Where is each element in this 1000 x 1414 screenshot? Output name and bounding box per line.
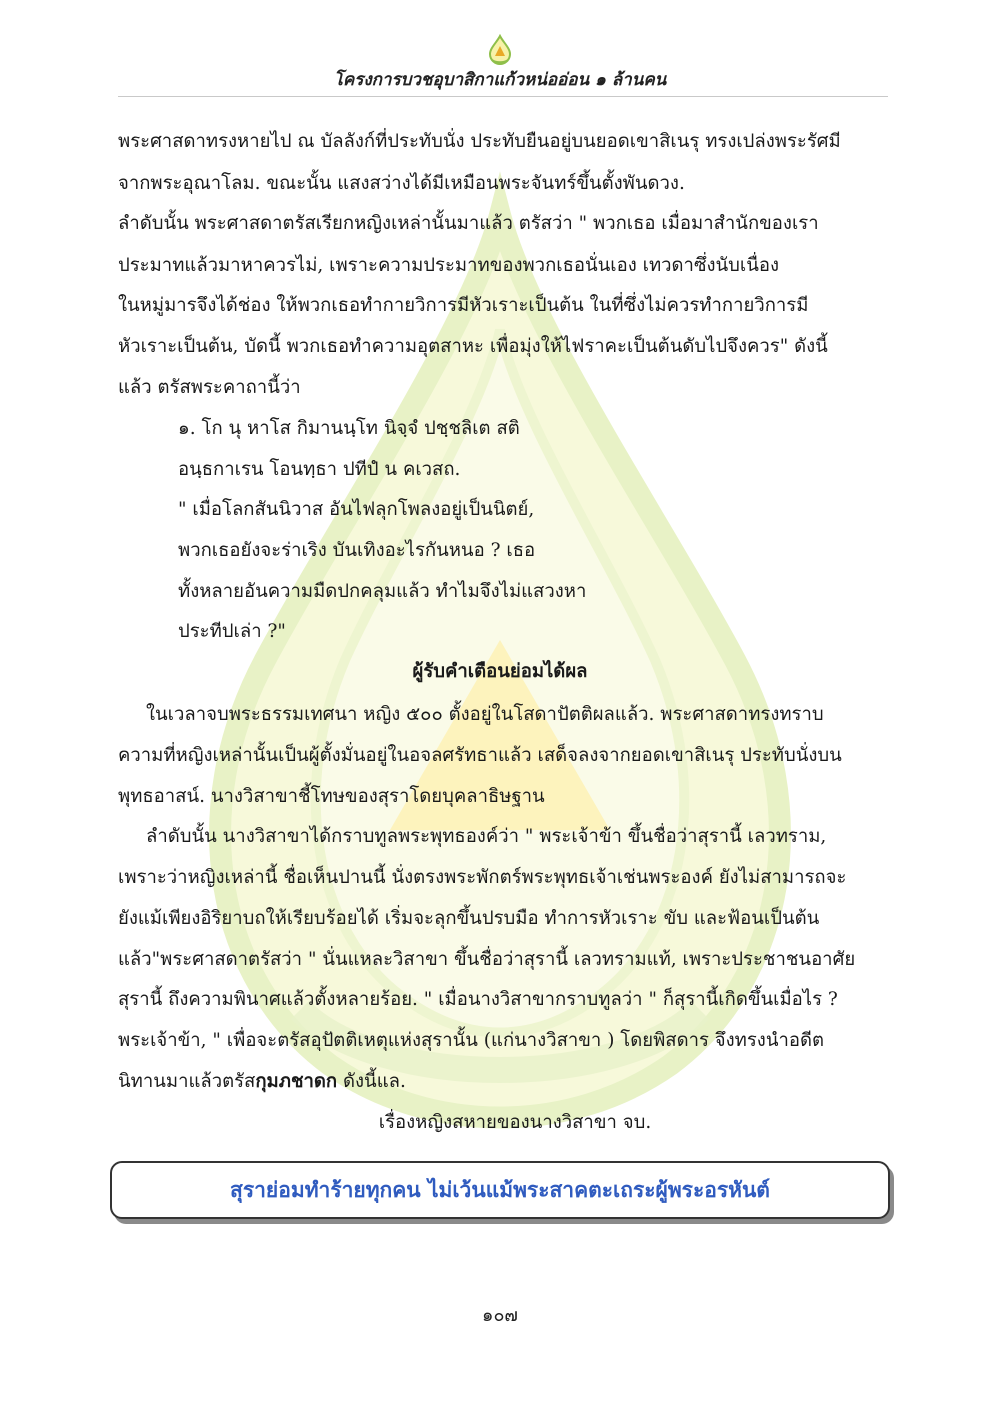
header-title: โครงการบวชอุบาสิกาแก้วหน่ออ่อน ๑ ล้านคน: [333, 70, 667, 90]
text-line-jataka: [118, 1070, 406, 1094]
banner-title: สุราย่อมทำร้ายทุกคน ไม่เว้นแม้พระสาคตะเถระผู้พระอรหันต์: [230, 1177, 770, 1202]
text-line: ในเวลาจบพระธรรมเทศนา หญิง ๕๐๐ ตั้งอยู่ในโสดาปัตติผลแล้ว. พระศาสดาทรงทราบ: [146, 704, 824, 725]
text-line: สุรานี้ ถึงความพินาศแล้วตั้งหลายร้อย. " เมื่อนางวิสาขากราบทูลว่า " ก็สุรานี้เกิดขึ้นเมื่อไร ?: [118, 989, 838, 1010]
verse-line: " เมื่อโลกสันนิวาส อันไฟลุกโพลงอยู่เป็นนิตย์,: [178, 499, 535, 520]
text-line: จากพระอุณาโลม. ขณะนั้น แสงสว่างได้มีเหมือนพระจันทร์ขึ้นตั้งพันดวง.: [118, 173, 685, 194]
verse-line: ประทีปเล่า ?": [178, 621, 286, 642]
jataka-name: กุมภชาดก: [255, 1071, 338, 1092]
story-ending: เรื่องหญิงสหายของนางวิสาขา จบ.: [378, 1112, 652, 1133]
text-line: พระเจ้าข้า, " เพื่อจะตรัสอุปัตติเหตุแห่งสุรานั้น (แก่นางวิสาขา ) โดยพิสดาร จึงทรงนำอดีต: [118, 1030, 825, 1051]
text-line: ยังแม้เพียงอิริยาบถให้เรียบร้อยได้ เริ่มจะลุกขึ้นปรบมือ ทำการหัวเราะ ขับ และฟ้อนเป็นต้น: [118, 908, 820, 929]
text-line: พุทธอาสน์. นางวิสาขาชี้โทษของสุราโดยบุคลาธิษฐาน: [118, 786, 545, 807]
title-banner: [110, 1161, 890, 1219]
verse-line: พวกเธอยังจะร่าเริง บันเทิงอะไรกันหนอ ? เธอ: [178, 540, 536, 561]
text-line: ในหมู่มารจึงได้ช่อง ให้พวกเธอทำกายวิการมีหัวเราะเป็นต้น ในที่ซึ่งไม่ควรทำกายวิการมี: [118, 295, 809, 316]
text-line: พระศาสดาทรงหายไป ณ บัลลังก์ที่ประทับนั่ง ประทับยืนอยู่บนยอดเขาสิเนรุ ทรงเปล่งพระรัศมี: [118, 131, 841, 152]
jataka-suffix: ดังนี้แล.: [337, 1071, 406, 1092]
text-line: ลำดับนั้น นางวิสาขาได้กราบทูลพระพุทธองค์ว่า " พระเจ้าข้า ขึ้นชื่อว่าสุรานี้ เลวทราม,: [146, 826, 827, 847]
text-line: ประมาทแล้วมาหาควรไม่, เพราะความประมาทของพวกเธอนั่นเอง เทวดาซึ่งนับเนื่อง: [118, 255, 780, 276]
verse-line: อนฺธกาเรน โอนทฺธา ปทีปํ น คเวสถ.: [178, 459, 461, 480]
text-line: เพราะว่าหญิงเหล่านี้ ชื่อเห็นปานนี้ นั่งตรงพระพักตร์พระพุทธเจ้าเช่นพระองค์ ยังไม่สามารถจะ: [118, 867, 847, 888]
text-line: หัวเราะเป็นต้น, บัดนี้ พวกเธอทำความอุตสาหะ เพื่อมุ่งให้ไฟราคะเป็นต้นดับไปจึงควร" ดังนี้: [118, 336, 828, 357]
page-number: ๑๐๗: [482, 1305, 518, 1326]
verse-line: ๑. โก นุ หาโส กิมานนฺโท นิจฺจํ ปชฺชลิเต สติ: [178, 418, 520, 439]
text-line: ลำดับนั้น พระศาสดาตรัสเรียกหญิงเหล่านั้นมาแล้ว ตรัสว่า " พวกเธอ เมื่อมาสำนักของเรา: [118, 213, 819, 234]
text-line: แล้ว"พระศาสดาตรัสว่า " นั่นแหละวิสาขา ขึ้นชื่อว่าสุรานี้ เลวทรามแท้, เพราะประชาชนอาศัย: [118, 949, 856, 970]
jataka-prefix: นิทานมาแล้วตรัส: [118, 1071, 256, 1092]
header-divider: [118, 96, 888, 97]
text-line: ความที่หญิงเหล่านั้นเป็นผู้ตั้งมั่นอยู่ในอจลศรัทธาแล้ว เสด็จลงจากยอดเขาสิเนรุ ประทับนั่งบน: [118, 745, 842, 766]
text-line: แล้ว ตรัสพระคาถานี้ว่า: [118, 377, 301, 398]
verse-line: ทั้งหลายอันความมืดปกคลุมแล้ว ทำไมจึงไม่แสวงหา: [178, 581, 587, 602]
header-logo-icon: [482, 34, 518, 66]
section-heading: ผู้รับคำเตือนย่อมได้ผล: [412, 661, 588, 682]
